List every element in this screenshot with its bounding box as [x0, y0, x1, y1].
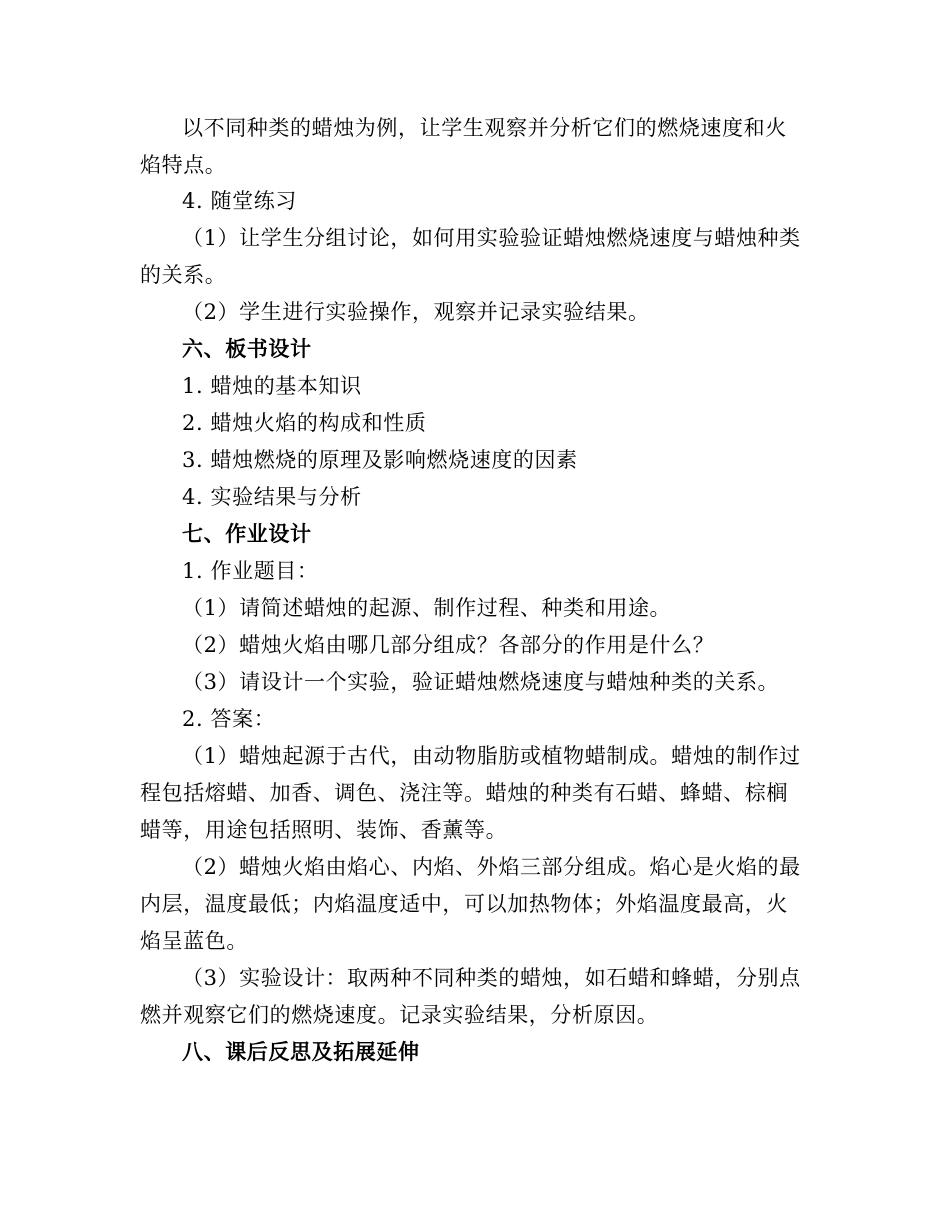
list-item: 2. 答案： [182, 707, 276, 731]
body-line: 燃并观察它们的燃烧速度。记录实验结果，分析原因。 [140, 1003, 659, 1027]
list-item: 1. 作业题目： [182, 559, 319, 583]
body-line: （3）请设计一个实验，验证蜡烛燃烧速度与蜡烛种类的关系。 [182, 670, 780, 694]
body-line: （2）学生进行实验操作，观察并记录实验结果。 [182, 300, 650, 324]
section-heading: 七、作业设计 [182, 522, 312, 546]
body-line: （1）让学生分组讨论，如何用实验验证蜡烛燃烧速度与蜡烛种类 [182, 226, 801, 250]
body-line: 以不同种类的蜡烛为例，让学生观察并分析它们的燃烧速度和火 [182, 116, 787, 140]
body-line: 的关系。 [140, 263, 227, 287]
list-item: 3. 蜡烛燃烧的原理及影响燃烧速度的因素 [182, 448, 578, 472]
list-item: 1. 蜡烛的基本知识 [182, 374, 362, 398]
body-line: 内层，温度最低；内焰温度适中，可以加热物体；外焰温度最高，火 [140, 892, 788, 916]
body-line: 焰特点。 [140, 153, 227, 177]
section-heading: 八、课后反思及拓展延伸 [182, 1040, 420, 1064]
body-line: （1）蜡烛起源于古代，由动物脂肪或植物蜡制成。蜡烛的制作过 [182, 744, 801, 768]
list-item: 2. 蜡烛火焰的构成和性质 [182, 411, 427, 435]
body-line: （2）蜡烛火焰由焰心、内焰、外焰三部分组成。焰心是火焰的最 [182, 855, 801, 879]
list-item: 4. 实验结果与分析 [182, 485, 362, 509]
body-line: 程包括熔蜡、加香、调色、浇注等。蜡烛的种类有石蜡、蜂蜡、棕榈 [140, 781, 788, 805]
list-item: 4. 随堂练习 [182, 189, 297, 213]
body-line: 焰呈蓝色。 [140, 929, 248, 953]
body-line: （1）请简述蜡烛的起源、制作过程、种类和用途。 [182, 596, 672, 620]
section-heading: 六、板书设计 [182, 337, 312, 361]
body-line: 蜡等，用途包括照明、装饰、香薰等。 [140, 818, 508, 842]
body-line: （2）蜡烛火焰由哪几部分组成？各部分的作用是什么？ [182, 633, 715, 657]
body-line: （3）实验设计：取两种不同种类的蜡烛，如石蜡和蜂蜡，分别点 [182, 966, 801, 990]
